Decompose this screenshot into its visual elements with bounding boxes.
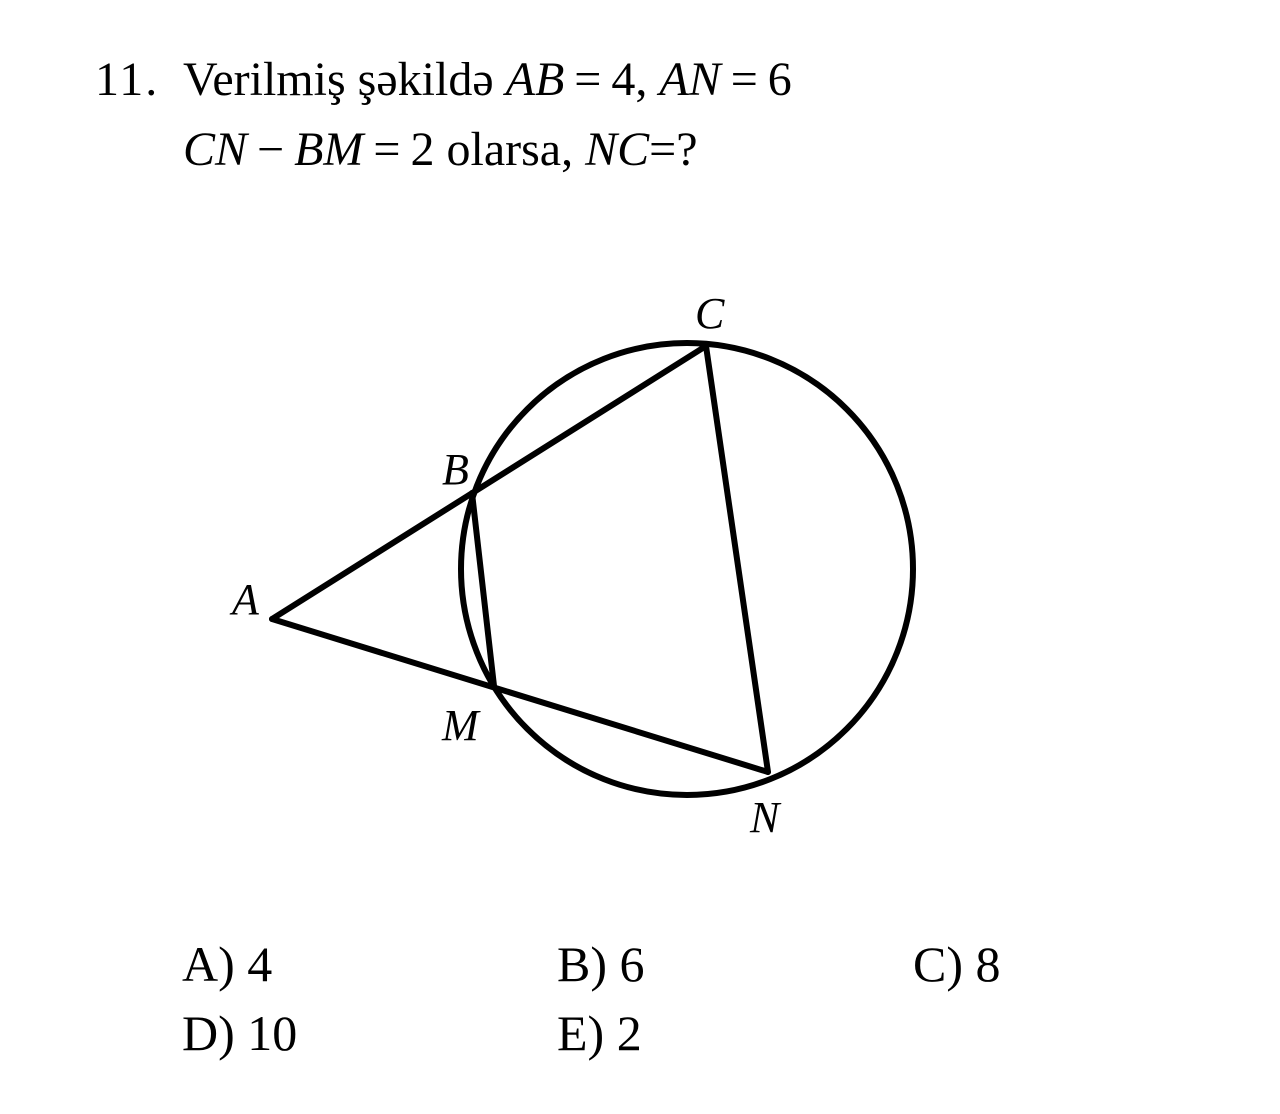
choice-letter: C): [913, 936, 963, 992]
segment-an: AN: [659, 53, 721, 106]
question-suffix: olarsa,: [446, 123, 574, 176]
choice-value: 4: [247, 936, 273, 992]
choice-a[interactable]: [182, 935, 272, 993]
segment-cn: CN: [183, 123, 248, 176]
choice-letter: E): [557, 1005, 605, 1061]
choice-c[interactable]: [913, 935, 1001, 993]
segment-a-c: [272, 346, 706, 619]
choice-letter: D): [182, 1005, 235, 1061]
segment-c-n: [706, 346, 768, 772]
choice-value: 6: [619, 936, 645, 992]
segment-b-m: [472, 493, 494, 686]
question-ask: =?: [649, 123, 698, 176]
segment-nc: NC: [585, 123, 650, 176]
equals-sign: =: [373, 123, 401, 176]
label-m: M: [442, 701, 479, 750]
segment-bm: BM: [294, 123, 364, 176]
choice-d[interactable]: [182, 1004, 297, 1062]
choice-value: 2: [616, 1005, 642, 1061]
choice-e[interactable]: [557, 1004, 642, 1062]
choice-letter: A): [182, 936, 235, 992]
choice-value: 10: [247, 1005, 298, 1061]
value-ab: 4,: [611, 53, 648, 106]
segment-ab: AB: [505, 53, 565, 106]
choice-b[interactable]: [557, 935, 645, 993]
label-b: B: [442, 445, 469, 494]
value-difference: 2: [410, 123, 435, 176]
label-n: N: [750, 793, 780, 842]
question-prefix: Verilmiş şəkildə: [183, 53, 494, 106]
minus-sign: −: [257, 123, 285, 176]
equals-sign: =: [730, 53, 758, 106]
choice-letter: B): [557, 936, 607, 992]
label-a: A: [232, 575, 259, 624]
question-number: 11.: [95, 53, 160, 106]
choice-value: 8: [975, 936, 1001, 992]
segment-a-n: [272, 619, 768, 772]
equals-sign: =: [574, 53, 602, 106]
label-c: C: [695, 289, 725, 338]
circle: [461, 343, 913, 795]
value-an: 6: [767, 53, 792, 106]
